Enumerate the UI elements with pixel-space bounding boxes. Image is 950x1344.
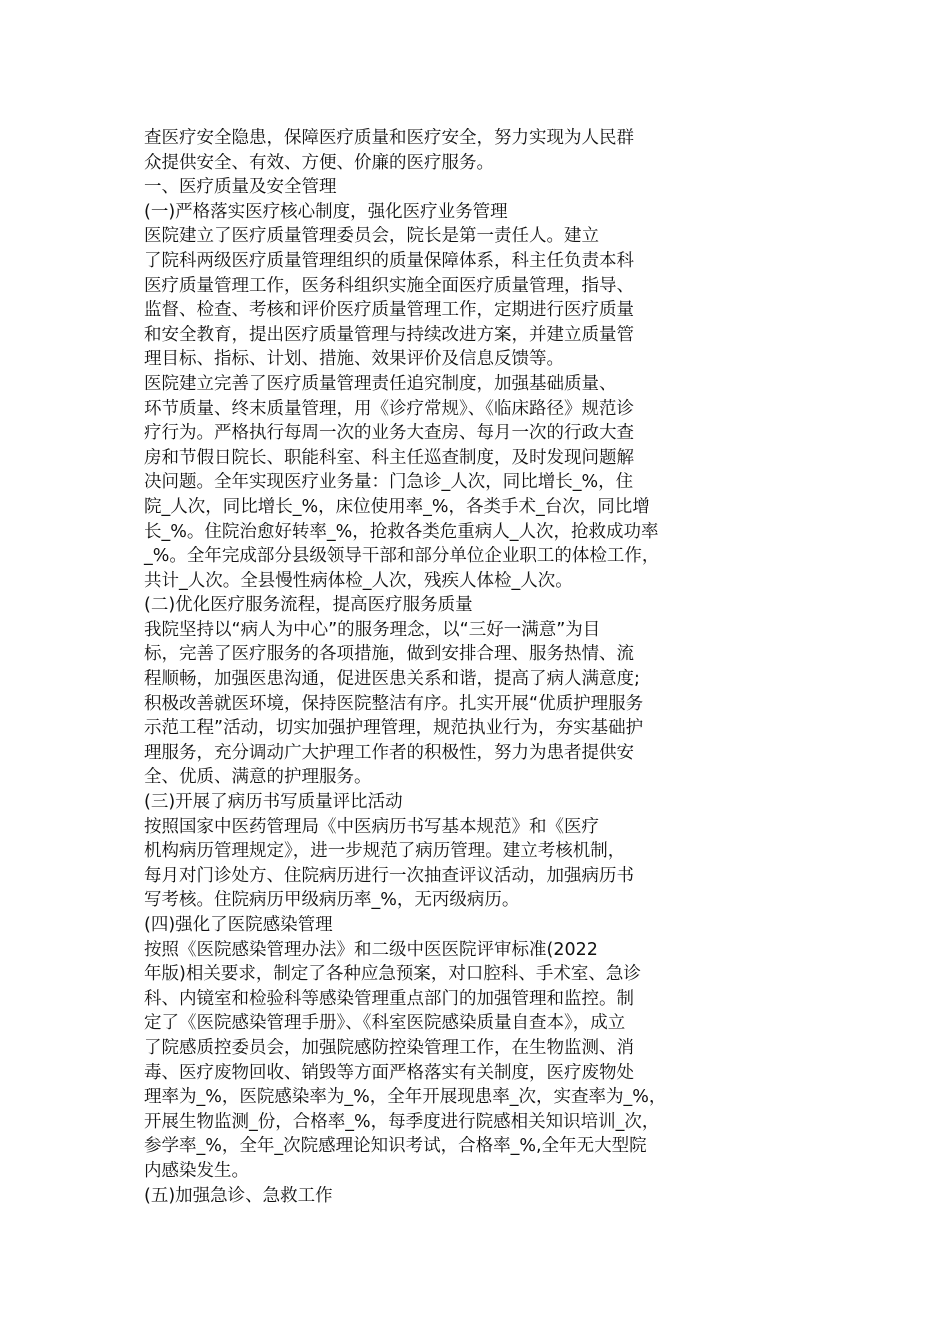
text-line: 共计_人次。全县慢性病体检_人次，残疾人体检_人次。 <box>144 570 573 591</box>
text-line: 了院感质控委员会，加强院感防控染管理工作，在生物监测、消 <box>144 1037 634 1058</box>
text-line: 全、优质、满意的护理服务。 <box>144 767 372 788</box>
text-line: 毒、医疗废物回收、销毁等方面严格落实有关制度，医疗废物处 <box>144 1062 634 1083</box>
text-line: 参学率_%，全年_次院感理论知识考试，合格率_%,全年无大型院 <box>144 1136 647 1157</box>
text-line: 内感染发生。 <box>144 1160 249 1181</box>
text-line: 科、内镜室和检验科等感染管理重点部门的加强管理和监控。制 <box>144 988 634 1009</box>
text-line: 众提供安全、有效、方便、价廉的医疗服务。 <box>144 152 494 173</box>
text-line: 院_人次，同比增长_%，床位使用率_%，各类手术_台次，同比增 <box>144 496 650 517</box>
text-line: 积极改善就医环境，保持医院整洁有序。扎实开展“优质护理服务 <box>144 693 644 714</box>
text-line: 我院坚持以“病人为中心”的服务理念，以“三好一满意”为目 <box>144 619 601 640</box>
text-line: (四)强化了医院感染管理 <box>144 915 333 935</box>
text-line: 疗行为。严格执行每周一次的业务大查房、每月一次的行政大查 <box>144 423 634 444</box>
text-line: 理目标、指标、计划、措施、效果评价及信息反馈等。 <box>144 349 564 370</box>
text-line: 和安全教育，提出医疗质量管理与持续改进方案，并建立质量管 <box>144 324 634 345</box>
text-line: 理率为_%，医院感染率为_%，全年开展现患率_次，实查率为_%， <box>144 1087 667 1108</box>
text-line: 机构病历管理规定》，进一步规范了病历管理。建立考核机制， <box>144 841 626 862</box>
text-line: 按照《医院感染管理办法》和二级中医医院评审标准(2022 <box>144 939 598 960</box>
text-line: (二)优化医疗服务流程，提高医疗服务质量 <box>144 595 473 616</box>
text-line: 每月对门诊处方、住院病历进行一次抽查评议活动，加强病历书 <box>144 865 634 886</box>
text-line: 医院建立完善了医疗质量管理责任追究制度，加强基础质量、 <box>144 373 617 394</box>
text-line: 监督、检查、考核和评价医疗质量管理工作，定期进行医疗质量 <box>144 300 634 321</box>
text-line: 一、医疗质量及安全管理 <box>144 177 337 198</box>
text-line: 医院建立了医疗质量管理委员会，院长是第一责任人。建立 <box>144 226 599 247</box>
text-line: 长_%。住院治愈好转率_%，抢救各类危重病人_人次，抢救成功率 <box>144 521 659 542</box>
text-line: 程顺畅，加强医患沟通，促进医患关系和谐，提高了病人满意度; <box>144 669 640 690</box>
text-line: 了院科两级医疗质量管理组织的质量保障体系，科主任负责本科 <box>144 250 634 271</box>
text-line: (一)严格落实医疗核心制度，强化医疗业务管理 <box>144 201 508 222</box>
text-line: 年版)相关要求，制定了各种应急预案，对口腔科、手术室、急诊 <box>144 964 641 985</box>
text-line: 按照国家中医药管理局《中医病历书写基本规范》和《医疗 <box>144 816 599 837</box>
document-body <box>144 126 710 1208</box>
text-line: 定了《医院感染管理手册》、《科室医院感染质量自查本》，成立 <box>144 1013 626 1034</box>
text-line: 标，完善了医疗服务的各项措施，做到安排合理、服务热情、流 <box>144 644 634 665</box>
text-line: 环节质量、终末质量管理，用《诊疗常规》、《临床路径》规范诊 <box>144 398 634 419</box>
text-line: _%。全年完成部分县级领导干部和部分单位企业职工的体检工作， <box>144 546 660 567</box>
text-line: (五)加强急诊、急救工作 <box>144 1185 333 1206</box>
text-line: 决问题。全年实现医疗业务量：门急诊_人次，同比增长_%，住 <box>144 472 634 493</box>
text-line: 示范工程”活动，切实加强护理管理，规范执业行为，夯实基础护 <box>144 718 644 739</box>
text-line: 查医疗安全隐患，保障医疗质量和医疗安全，努力实现为人民群 <box>144 128 634 148</box>
text-line: (三)开展了病历书写质量评比活动 <box>144 792 403 813</box>
text-line: 写考核。住院病历甲级病历率_%，无丙级病历。 <box>144 890 520 911</box>
text-line: 理服务，充分调动广大护理工作者的积极性，努力为患者提供安 <box>144 742 634 763</box>
text-line: 开展生物监测_份，合格率_%，每季度进行院感相关知识培训_次， <box>144 1111 660 1132</box>
text-line: 医疗质量管理工作，医务科组织实施全面医疗质量管理，指导、 <box>144 275 634 296</box>
text-line: 房和节假日院长、职能科室、科主任巡查制度，及时发现问题解 <box>144 447 634 468</box>
